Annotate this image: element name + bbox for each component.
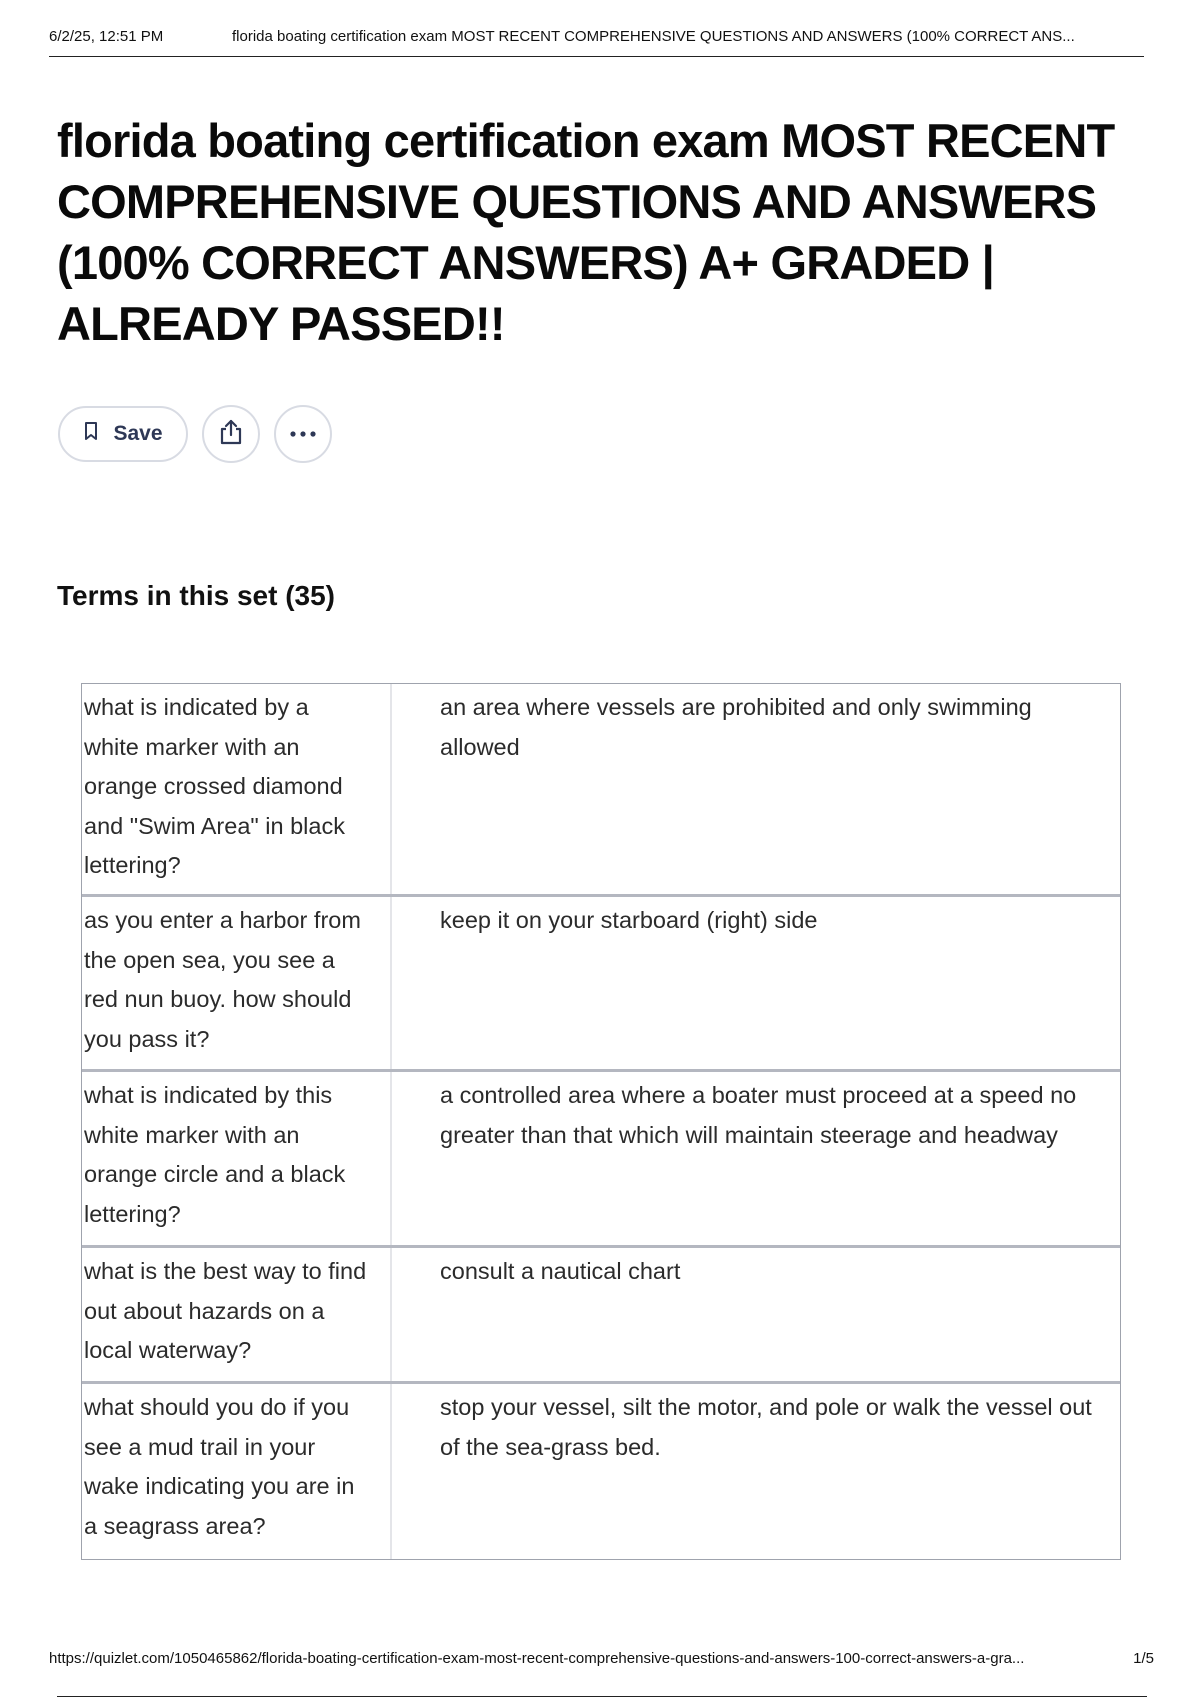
- more-horizontal-icon: [289, 425, 317, 443]
- definition-text: a controlled area where a boater must proceed at a speed no greater than that which will maintain steerage and headway: [440, 1082, 1077, 1148]
- print-datetime: 6/2/25, 12:51 PM: [49, 28, 164, 45]
- action-bar: [58, 405, 332, 463]
- term-row: [82, 1248, 1120, 1384]
- term-row: [82, 1384, 1120, 1559]
- definition-text: an area where vessels are prohibited and only swimming allowed: [440, 694, 1032, 760]
- save-button[interactable]: [58, 406, 188, 462]
- term-text: what is indicated by a white marker with an orange crossed diamond and "Swim Area" in black lettering?: [82, 684, 392, 894]
- term-text: as you enter a harbor from the open sea, you see a red nun buoy. how should you pass it?: [82, 897, 392, 1069]
- term-text: what is the best way to find out about hazards on a local waterway?: [82, 1248, 392, 1381]
- definition-text: stop your vessel, silt the motor, and pole or walk the vessel out of the sea-grass bed.: [440, 1394, 1092, 1460]
- print-page-title: florida boating certification exam MOST RECENT COMPREHENSIVE QUESTIONS AND ANSWERS (100% CORRECT ANS...: [232, 28, 1075, 45]
- bookmark-icon: [83, 421, 99, 447]
- share-icon: [218, 418, 244, 451]
- footer-divider: [57, 1696, 1147, 1697]
- more-options-button[interactable]: [274, 405, 332, 463]
- page-url: https://quizlet.com/1050465862/florida-boating-certification-exam-most-recent-comprehensive-questions-and-answers-100-correct-answers-a-gra...: [49, 1650, 1025, 1667]
- page-title: florida boating certification exam MOST RECENT COMPREHENSIVE QUESTIONS AND ANSWERS (100% CORRECT ANSWERS) A+ GRADED | ALREADY PASSED!!: [57, 114, 1115, 350]
- save-label: Save: [113, 422, 163, 445]
- term-row: [82, 897, 1120, 1072]
- terms-heading: Terms in this set (35): [57, 580, 336, 611]
- definition-text: keep it on your starboard (right) side: [440, 907, 818, 933]
- print-header: [49, 28, 1144, 57]
- page-number: 1/5: [1133, 1650, 1154, 1667]
- term-text: what should you do if you see a mud trail in your wake indicating you are in a seagrass area?: [82, 1384, 392, 1559]
- term-row: [82, 684, 1120, 897]
- print-footer: [49, 1650, 1154, 1667]
- term-text: what is indicated by this white marker with an orange circle and a black lettering?: [82, 1072, 392, 1245]
- share-button[interactable]: [202, 405, 260, 463]
- definition-text: consult a nautical chart: [440, 1258, 681, 1284]
- terms-table: [81, 683, 1121, 1560]
- term-row: [82, 1072, 1120, 1248]
